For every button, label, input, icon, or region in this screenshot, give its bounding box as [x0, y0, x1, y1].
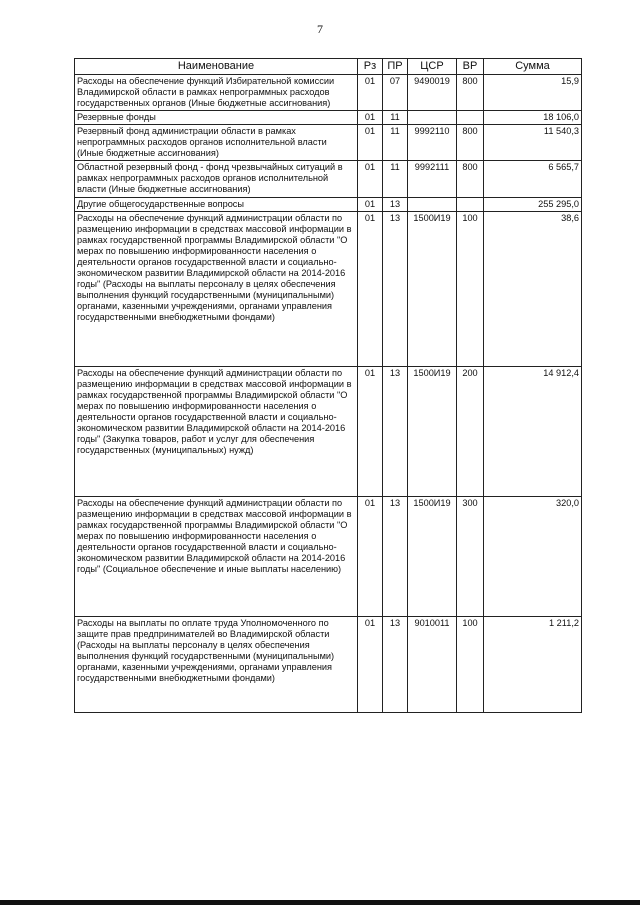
row-pr: 13 — [383, 616, 408, 712]
row-name: Резервный фонд администрации области в рамках непрограммных расходов органов исполнительной власти (Иные бюджетные ассигнования) — [75, 125, 358, 161]
scan-bottom-edge — [0, 900, 640, 905]
header-pr: ПР — [383, 59, 408, 75]
row-pr: 11 — [383, 161, 408, 197]
row-vr: 200 — [457, 366, 484, 496]
row-rz: 01 — [358, 161, 383, 197]
row-csr: 9490019 — [408, 75, 457, 111]
row-vr: 800 — [457, 75, 484, 111]
page-number: 7 — [317, 22, 323, 36]
row-csr: 9010011 — [408, 616, 457, 712]
row-sum: 11 540,3 — [484, 125, 582, 161]
header-vr: ВР — [457, 59, 484, 75]
row-vr: 100 — [457, 211, 484, 366]
row-pr: 13 — [383, 366, 408, 496]
row-name: Резервные фонды — [75, 111, 358, 125]
row-csr: 1500И19 — [408, 366, 457, 496]
row-name: Расходы на обеспечение функций администрации области по размещению информации в средствах массовой информации в рамках государственной программы Владимирской области "О мерах по повышению информированности населения о деятельности органов государственной власти и социально-экономическом развитии Владимирской области на 2014-2016 годы" (Расходы на выплаты персоналу в целях обеспечения выполнения функций государственными (муниципальными) органами, казенными учреждениями, органами управления государственными внебюджетными фондами) — [75, 211, 358, 366]
header-name: Наименование — [75, 59, 358, 75]
table-row — [75, 496, 582, 616]
row-name: Расходы на обеспечение функций администрации области по размещению информации в средствах массовой информации в рамках государственной программы Владимирской области "О мерах по повышению информированности населения о деятельности органов государственной власти и социально-экономическом развитии Владимирской области на 2014-2016 годы" (Закупка товаров, работ и услуг для обеспечения государственных (муниципальных) нужд) — [75, 366, 358, 496]
table-row — [75, 75, 582, 111]
row-name: Областной резервный фонд - фонд чрезвычайных ситуаций в рамках непрограммных расходов органов исполнительной власти (Иные бюджетные ассигнования) — [75, 161, 358, 197]
table-row — [75, 211, 582, 366]
row-vr: 100 — [457, 616, 484, 712]
row-rz: 01 — [358, 75, 383, 111]
row-rz: 01 — [358, 197, 383, 211]
table-row — [75, 616, 582, 712]
row-pr: 13 — [383, 197, 408, 211]
row-sum: 38,6 — [484, 211, 582, 366]
header-sum: Сумма — [484, 59, 582, 75]
row-name: Расходы на выплаты по оплате труда Уполномоченного по защите прав предпринимателей во Владимирской области (Расходы на выплаты персоналу в целях обеспечения выполнения функций государственными (муниципальными) органами, казенными учреждениями, органами управления государственными внебюджетными фондами) — [75, 616, 358, 712]
row-name: Расходы на обеспечение функций администрации области по размещению информации в средствах массовой информации в рамках государственной программы Владимирской области "О мерах по повышению информированности населения о деятельности органов государственной власти и социально-экономическом развитии Владимирской области на 2014-2016 годы" (Социальное обеспечение и иные выплаты населению) — [75, 496, 358, 616]
table-row — [75, 111, 582, 125]
row-vr: 800 — [457, 125, 484, 161]
row-pr: 07 — [383, 75, 408, 111]
row-rz: 01 — [358, 616, 383, 712]
row-pr: 11 — [383, 125, 408, 161]
row-sum: 18 106,0 — [484, 111, 582, 125]
row-sum: 320,0 — [484, 496, 582, 616]
row-sum: 14 912,4 — [484, 366, 582, 496]
row-csr: 1500И19 — [408, 211, 457, 366]
row-vr: 300 — [457, 496, 484, 616]
row-rz: 01 — [358, 211, 383, 366]
row-sum: 1 211,2 — [484, 616, 582, 712]
row-name: Другие общегосударственные вопросы — [75, 197, 358, 211]
row-rz: 01 — [358, 125, 383, 161]
table-row — [75, 197, 582, 211]
row-csr: 1500И19 — [408, 496, 457, 616]
budget-table — [74, 58, 582, 713]
row-name: Расходы на обеспечение функций Избирательной комиссии Владимирской области в рамках непрограммных расходов государственных органов (Иные бюджетные ассигнования) — [75, 75, 358, 111]
row-csr — [408, 197, 457, 211]
row-vr — [457, 197, 484, 211]
table-header-row — [75, 59, 582, 75]
row-rz: 01 — [358, 496, 383, 616]
row-rz: 01 — [358, 366, 383, 496]
table-row — [75, 161, 582, 197]
row-csr — [408, 111, 457, 125]
header-csr: ЦСР — [408, 59, 457, 75]
row-csr: 9992110 — [408, 125, 457, 161]
header-rz: Рз — [358, 59, 383, 75]
row-rz: 01 — [358, 111, 383, 125]
row-pr: 13 — [383, 211, 408, 366]
row-sum: 6 565,7 — [484, 161, 582, 197]
row-csr: 9992111 — [408, 161, 457, 197]
row-sum: 255 295,0 — [484, 197, 582, 211]
table-row — [75, 125, 582, 161]
row-pr: 13 — [383, 496, 408, 616]
row-sum: 15,9 — [484, 75, 582, 111]
row-pr: 11 — [383, 111, 408, 125]
row-vr: 800 — [457, 161, 484, 197]
row-vr — [457, 111, 484, 125]
table-row — [75, 366, 582, 496]
